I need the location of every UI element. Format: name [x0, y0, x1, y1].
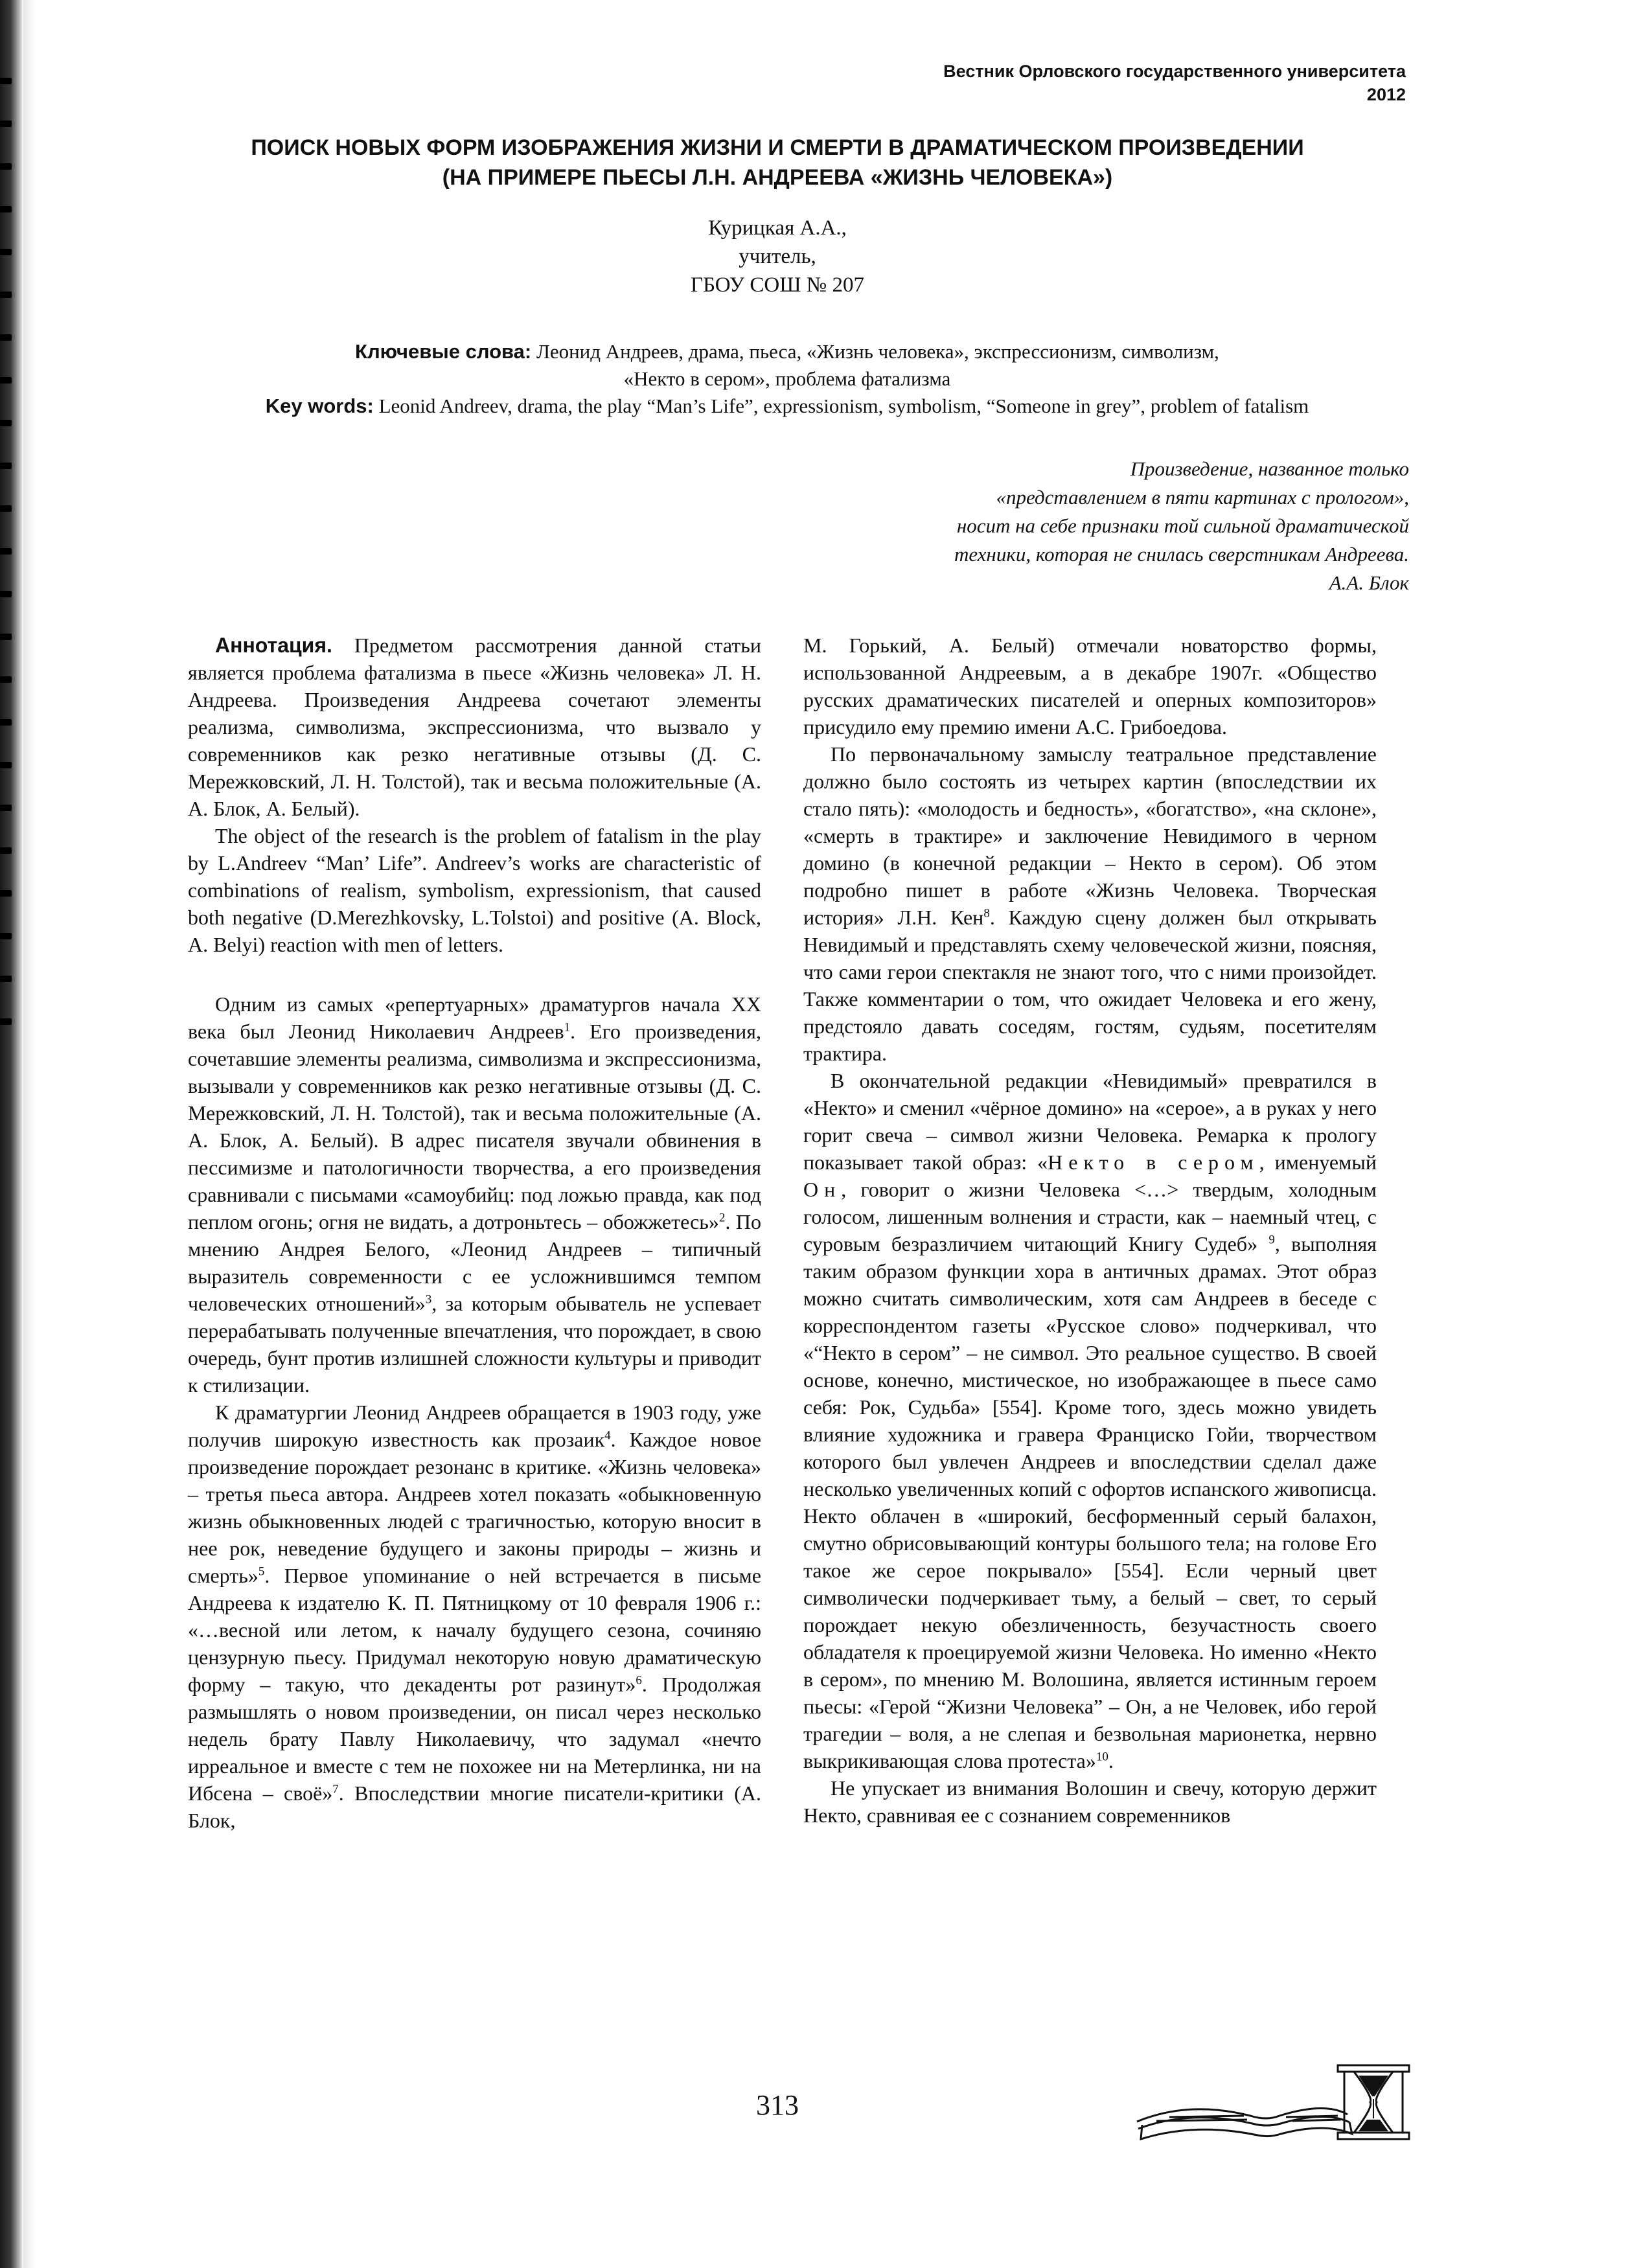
paragraph-text: . Его произведения, сочетавшие элементы реализма, символизма и экспрессионизма, вызывали у современников как резко негативные отзывы (Д. С. Мережковский, Л. Н. Толстой), так и весьма положительные (А. А. Блок, А. Белый). В адрес писателя звучали обвинения в пессимизме и патологичности творчества, а его произведения сравнивали с письмами «самоубийц: под ложью правда, как под пеплом огонь; огня не видать, а дотроньтесь – обожжетесь»: [188, 1020, 762, 1233]
left-column: [188, 632, 761, 1834]
epigraph-line-1: Произведение, названное только: [1130, 457, 1409, 480]
book-hourglass-ornament-icon: [1130, 2060, 1416, 2148]
epigraph-line-4: техники, которая не снилась сверстникам Андреева.: [954, 543, 1409, 566]
body-paragraph: Не упускает из внимания Волошин и свечу, которую держит Некто, сравнивая ее с сознанием современников: [803, 1776, 1377, 1827]
footnote-ref: 1: [564, 1020, 571, 1035]
spaced-text: Некто в сером: [1048, 1151, 1259, 1174]
epigraph-attribution: А.А. Блок: [1329, 571, 1409, 594]
paragraph-text: . Первое упоминание о ней встречается в письме Андреева к издателю К. П. Пятницкому от 10 февраля 1906 г.: «…весной или летом, к началу будущего сезона, сочиняю цензурную пьесу. Придумал некоторую новую драматическую форму – такую, что декаденты рот разинут»: [188, 1564, 761, 1696]
epigraph-line-2: «представлением в пяти картинах с прологом»,: [996, 486, 1409, 509]
paragraph-text: Одним из самых «репертуарных» драматургов начала XX века был Леонид Николаевич Андреев: [188, 992, 761, 1043]
annotation-label: Аннотация.: [215, 634, 332, 657]
spaced-text: Он: [803, 1178, 842, 1201]
journal-header: [693, 60, 1406, 106]
paragraph-text: . Каждое новое произведение порождает резонанс в критике. «Жизнь человека» – третья пьеса автора. Андреев хотел показать «обыкновенную жизнь обыкновенных людей с трагичностью, которую вносит в нее рок, неведение будущего и законы природы – жизнь и смерть»: [188, 1428, 762, 1587]
scan-edge-fade: [23, 0, 35, 2268]
title-line-2: (НА ПРИМЕРЕ ПЬЕСЫ Л.Н. АНДРЕЕВА «ЖИЗНЬ ЧЕЛОВЕКА»): [442, 165, 1113, 190]
paragraph-text: , именуемый: [1259, 1151, 1377, 1174]
footnote-ref: 6: [636, 1673, 642, 1688]
body-paragraph: [803, 1067, 1377, 1774]
author-affiliation: ГБОУ СОШ № 207: [690, 273, 864, 297]
body-paragraph: [188, 991, 761, 1399]
footnote-ref: 3: [425, 1292, 432, 1307]
keywords-ru-label: Ключевые слова:: [355, 340, 532, 363]
paragraph-text: .: [1108, 1749, 1114, 1772]
body-paragraph: [803, 740, 1377, 1067]
annotation-ru-text: Предметом рассмотрения данной статьи является проблема фатализма в пьесе «Жизнь человека» Л. Н. Андреева. Произведения Андреева сочетают элементы реализма, символизма, экспрессионизма, что вызвало у современников как резко негативные отзывы (Д. С. Мережковский, Л. Н. Толстой), так и весьма положительные (А. А. Блок, А. Белый).: [188, 634, 761, 820]
footnote-ref: 8: [983, 906, 990, 921]
body-paragraph: [188, 1399, 761, 1834]
title-line-1: ПОИСК НОВЫХ ФОРМ ИЗОБРАЖЕНИЯ ЖИЗНИ И СМЕРТИ В ДРАМАТИЧЕСКОМ ПРОИЗВЕДЕНИИ: [251, 135, 1304, 160]
page-number: 313: [756, 2089, 799, 2121]
paragraph-text: . По мнению Андрея Белого, «Леонид Андреев – типичный выразитель современности с ее усложнившимся темпом человеческих отношений»: [188, 1210, 761, 1315]
annotation-ru: [188, 632, 761, 822]
journal-name: Вестник Орловского государственного университета: [943, 62, 1406, 81]
binding-holes: [0, 78, 14, 1049]
epigraph: [761, 455, 1409, 597]
journal-year: 2012: [1366, 85, 1406, 104]
section-gap: [188, 985, 761, 991]
paragraph-text: . Впоследствии многие писатели-критики (А. Блок,: [188, 1781, 762, 1832]
paragraph-text: . Каждую сцену должен был открывать Невидимый и представлять схему человеческой жизни, поясняя, что сами герои спектакля не знают того, что с ними произойдет. Также комментарии о том, что ожидает Человека и его жену, предстояло давать соседям, гостям, судьям, посетителям трактира.: [803, 906, 1377, 1065]
paragraph-text: . Продолжая размышлять о новом произведении, он писал через несколько недель брату Павлу Николаевичу, что задумал «нечто ирреальное и вместе с тем не похожее ни на Метерлинка, ни на Ибсена – своё»: [188, 1673, 762, 1805]
keywords-ru-line-1: [155, 338, 1419, 365]
keywords-en-label: Key words:: [265, 395, 374, 417]
paragraph-text: , за которым обыватель не успевает перерабатывать полученные впечатления, что порождает, в свою очередь, бунт против излишней сложности культуры и приводит к стилизации.: [188, 1292, 762, 1397]
body-paragraph: М. Горький, А. Белый) отмечали новаторство формы, использованной Андреевым, а в декабре 1907г. «Общество русских драматических писателей и оперных композиторов» присудило ему премию имени А.С. Грибоедова.: [803, 634, 1377, 739]
keywords-en-line: [155, 393, 1419, 420]
section-gap: [188, 958, 761, 985]
keywords-block: [155, 338, 1419, 420]
keywords-ru-text-2: «Некто в сером», проблема фатализма: [623, 367, 951, 390]
paragraph-text: В окончательной редакции «Невидимый» превратился в «Некто» и сменил «чёрное домино» на «серое», а в руках у него горит свеча – символ жизни Человека. Ремарка к прологу показывает такой образ: «: [803, 1069, 1377, 1174]
paragraph-text: К драматургии Леонид Андреев обращается в 1903 году, уже получив широкую известность как прозаик: [188, 1401, 761, 1451]
author-name: Курицкая А.А.,: [708, 216, 847, 240]
paragraph-text: , выполняя таким образом функции хора в античных драмах. Этот образ можно считать символическим, хотя сам Андреев в беседе с корреспондентом газеты «Русское слово» подчеркивал, что «“Некто в сером” – не символ. Это реальное существо. В своей основе, конечно, мистическое, но изображающее в пьесе само себя: Рок, Судьба» [554]. Кроме того, здесь можно увидеть влияние художника и гравера Франциско Гойи, творчеством которого был увлечен Андреев и впоследствии сделал даже несколько увеличенных копий с офортов испанского живописца. Некто облачен в «широкий, бесформенный серый балахон, смутно обрисовывающий контуры большого тела; на голове Его такое же серое покрывало» [554]. Если черный цвет символически подчеркивает тьму, а белый – свет, то серый порождает некую обезличенность, безучастность своего обладателя к проецируемой жизни Человека. Но именно «Некто в сером», по мнению М. Волошина, является истинным героем пьесы: «Герой “Жизни Человека” – Он, а не Человек, ибо герой трагедии – воля, а не слепая и безвольная марионетка, нервно выкрикивающая слова протеста»: [803, 1232, 1377, 1772]
keywords-en-text: Leonid Andreev, drama, the play “Man’s Life”, expressionism, symbolism, “Someone in grey”, problem of fatalism: [373, 395, 1309, 417]
epigraph-line-3: носит на себе признаки той сильной драматической: [956, 514, 1409, 537]
footnote-ref: 5: [258, 1564, 265, 1579]
right-column: [803, 632, 1377, 1829]
footnote-ref: 7: [332, 1782, 339, 1796]
author-position: учитель,: [739, 245, 816, 268]
footnote-ref: 2: [718, 1211, 726, 1225]
author-block: [583, 214, 972, 299]
footnote-ref: 10: [1096, 1750, 1108, 1764]
annotation-en: The object of the research is the problem of fatalism in the play by L.Andreev “Man’ Life”. Andreev’s works are characteristic of combinations of realism, symbolism, expressionism, that caused both negative (D.Merezhkovsky, L.Tolstoi) and positive (A. Block, A. Belyi) reaction with men of letters.: [188, 824, 761, 956]
keywords-ru-text-1: Леонид Андреев, драма, пьеса, «Жизнь человека», экспрессионизм, символизм,: [531, 340, 1219, 363]
footnote-ref: 4: [604, 1428, 611, 1443]
footnote-ref: 9: [1268, 1233, 1275, 1247]
paragraph-text: По первоначальному замыслу театральное представление должно было состоять из четырех картин (впоследствии их стало пять): «молодость и бедность», «богатство», «на склоне», «смерть в трактире» и заключение Невидимого в черном домино (в конечной редакции – Некто в сером). Об этом подробно пишет в работе «Жизнь Человека. Творческая история» Л.Н. Кен: [803, 742, 1377, 929]
article-title: [130, 133, 1425, 192]
paragraph-text: , говорит о жизни Человека <…> твердым, холодным голосом, лишенным волнения и страсти, как – наемный чтец, с суровым безразличием читающий Книгу Судеб»: [803, 1178, 1377, 1255]
